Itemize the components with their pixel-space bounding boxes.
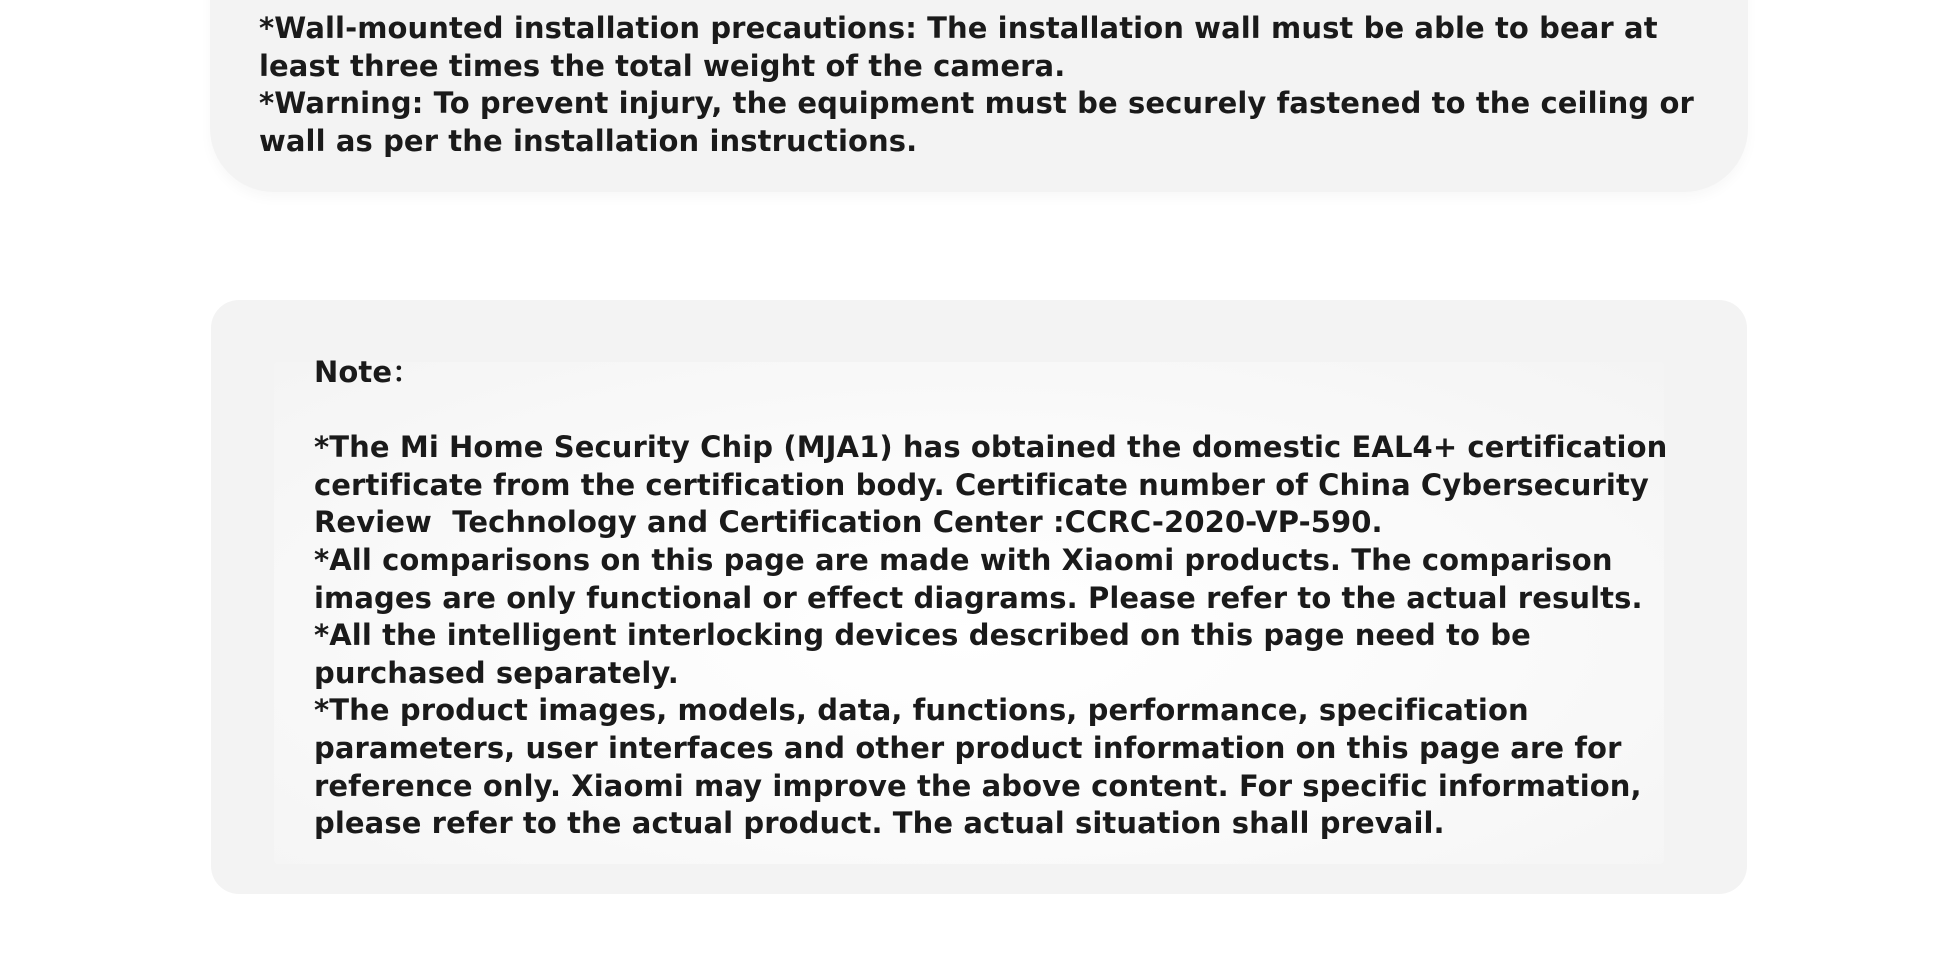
wall-mount-precaution: *Wall-mounted installation precautions: The installation wall must be able to bear at least three times the total weight of the camera. [259, 11, 1658, 83]
note-interlocking-devices: *All the intelligent interlocking devices described on this page need to be purchased separately. [314, 618, 1531, 690]
note-title: Note： [314, 355, 422, 389]
note-content [314, 354, 1704, 843]
installation-precautions-card [210, 0, 1748, 192]
note-comparisons: *All comparisons on this page are made with Xiaomi products. The comparison images are only functional or effect diagrams. Please refer to the actual results. [314, 542, 1643, 615]
note-spacer [314, 392, 1704, 430]
note-product-information: *The product images, models, data, functions, performance, specification parameters, user interfaces and other product information on this page are for reference only. Xiaomi may improve the above content. For specific information, please refer to the actual product. The actual situation shall prevail. [314, 693, 1642, 841]
injury-warning: *Warning: To prevent injury, the equipment must be securely fastened to the ceiling or wall as per the installation instructions. [259, 86, 1694, 158]
note-card [211, 300, 1747, 894]
installation-precautions-text [259, 10, 1729, 160]
note-security-chip: *The Mi Home Security Chip (MJA1) has obtained the domestic EAL4+ certification certificate from the certification body. Certificate number of China Cybersecurity Review Technology and Certification Center :CCRC-2020-VP-590. [314, 430, 1678, 540]
